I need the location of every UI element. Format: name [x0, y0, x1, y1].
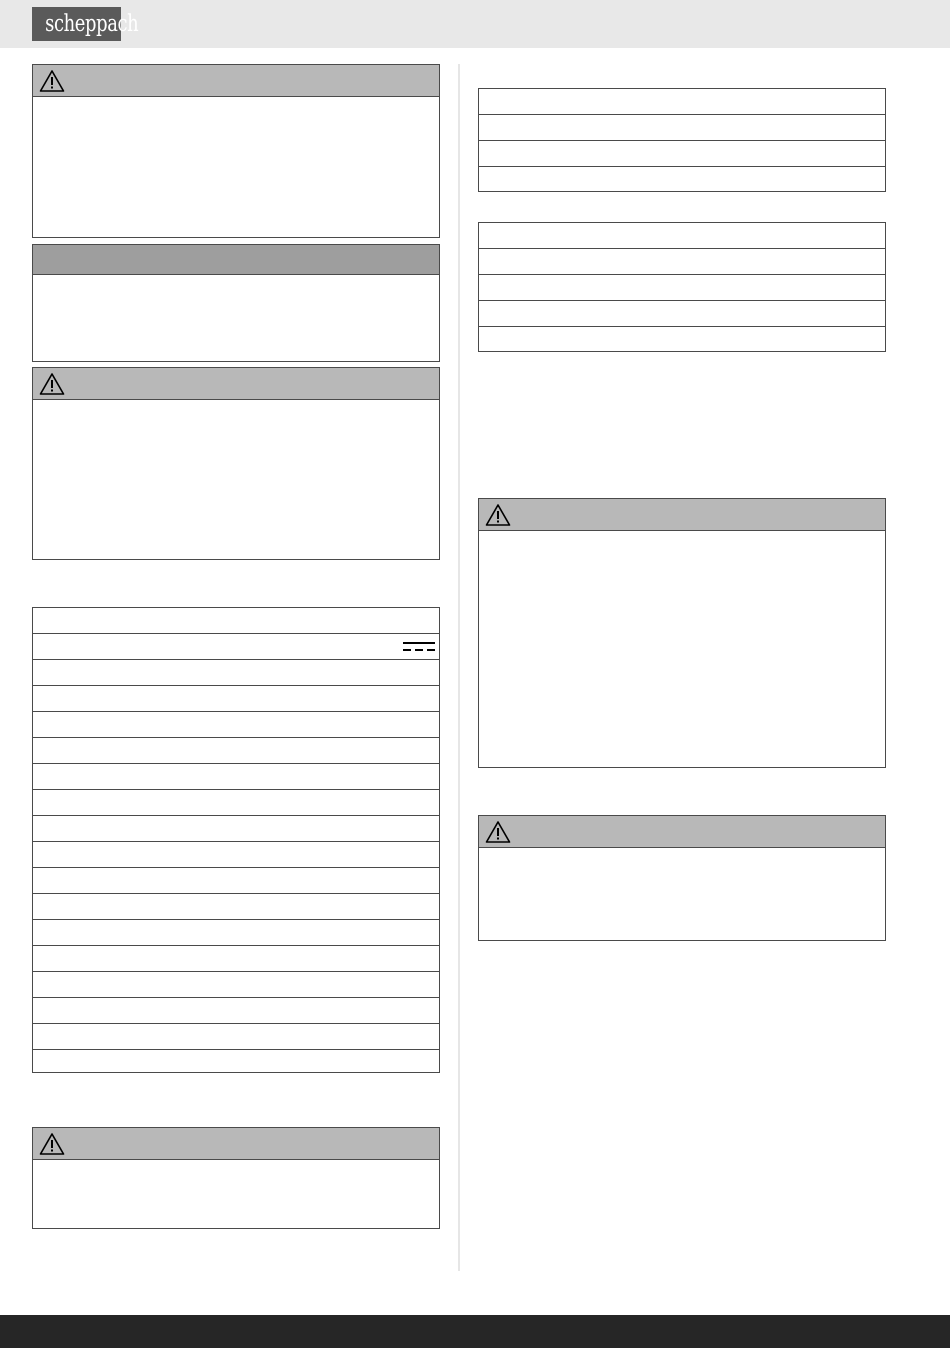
table-row	[33, 608, 439, 633]
warning-box-header	[479, 499, 885, 531]
table-row	[479, 166, 885, 192]
warning-box-5	[478, 815, 886, 941]
table-row	[479, 274, 885, 300]
table-row	[33, 841, 439, 867]
table-row	[33, 685, 439, 711]
table-row	[33, 633, 439, 659]
table-row	[33, 1049, 439, 1075]
warning-box-1	[32, 64, 440, 238]
table-row	[479, 300, 885, 326]
table-row	[33, 815, 439, 841]
table-row	[33, 997, 439, 1023]
warning-box-3	[32, 1127, 440, 1229]
table-row	[479, 89, 885, 114]
table-row	[479, 114, 885, 140]
table-row	[33, 789, 439, 815]
warning-box-header	[33, 65, 439, 97]
warning-box-2	[32, 367, 440, 560]
table-row	[33, 763, 439, 789]
table-row	[33, 971, 439, 997]
warning-triangle-icon	[485, 503, 511, 527]
warning-box-header	[33, 368, 439, 400]
note-box	[32, 244, 440, 362]
brand-logo	[32, 7, 139, 41]
warning-triangle-icon	[485, 820, 511, 844]
column-divider	[458, 64, 460, 1271]
table-row	[33, 659, 439, 685]
warning-box-header	[479, 816, 885, 848]
table-2	[478, 222, 886, 352]
table-row	[479, 326, 885, 352]
warning-box-header	[33, 1128, 439, 1160]
table-row	[479, 223, 885, 248]
table-row	[33, 711, 439, 737]
table-1	[478, 88, 886, 192]
table-row	[33, 893, 439, 919]
page-footer-bar	[0, 1315, 950, 1348]
table-row	[33, 945, 439, 971]
table-row	[479, 248, 885, 274]
table-row	[33, 919, 439, 945]
warning-triangle-icon	[39, 372, 65, 396]
warning-box-4	[478, 498, 886, 768]
warning-triangle-icon	[39, 69, 65, 93]
table-row	[479, 140, 885, 166]
warning-triangle-icon	[39, 1132, 65, 1156]
brand-name: scheppach	[45, 11, 139, 37]
table-row	[33, 1023, 439, 1049]
page-header	[0, 0, 950, 48]
note-box-header	[33, 245, 439, 275]
direct-current-icon	[403, 642, 435, 652]
table-row	[33, 867, 439, 893]
table-row	[33, 737, 439, 763]
spec-table	[32, 607, 440, 1073]
